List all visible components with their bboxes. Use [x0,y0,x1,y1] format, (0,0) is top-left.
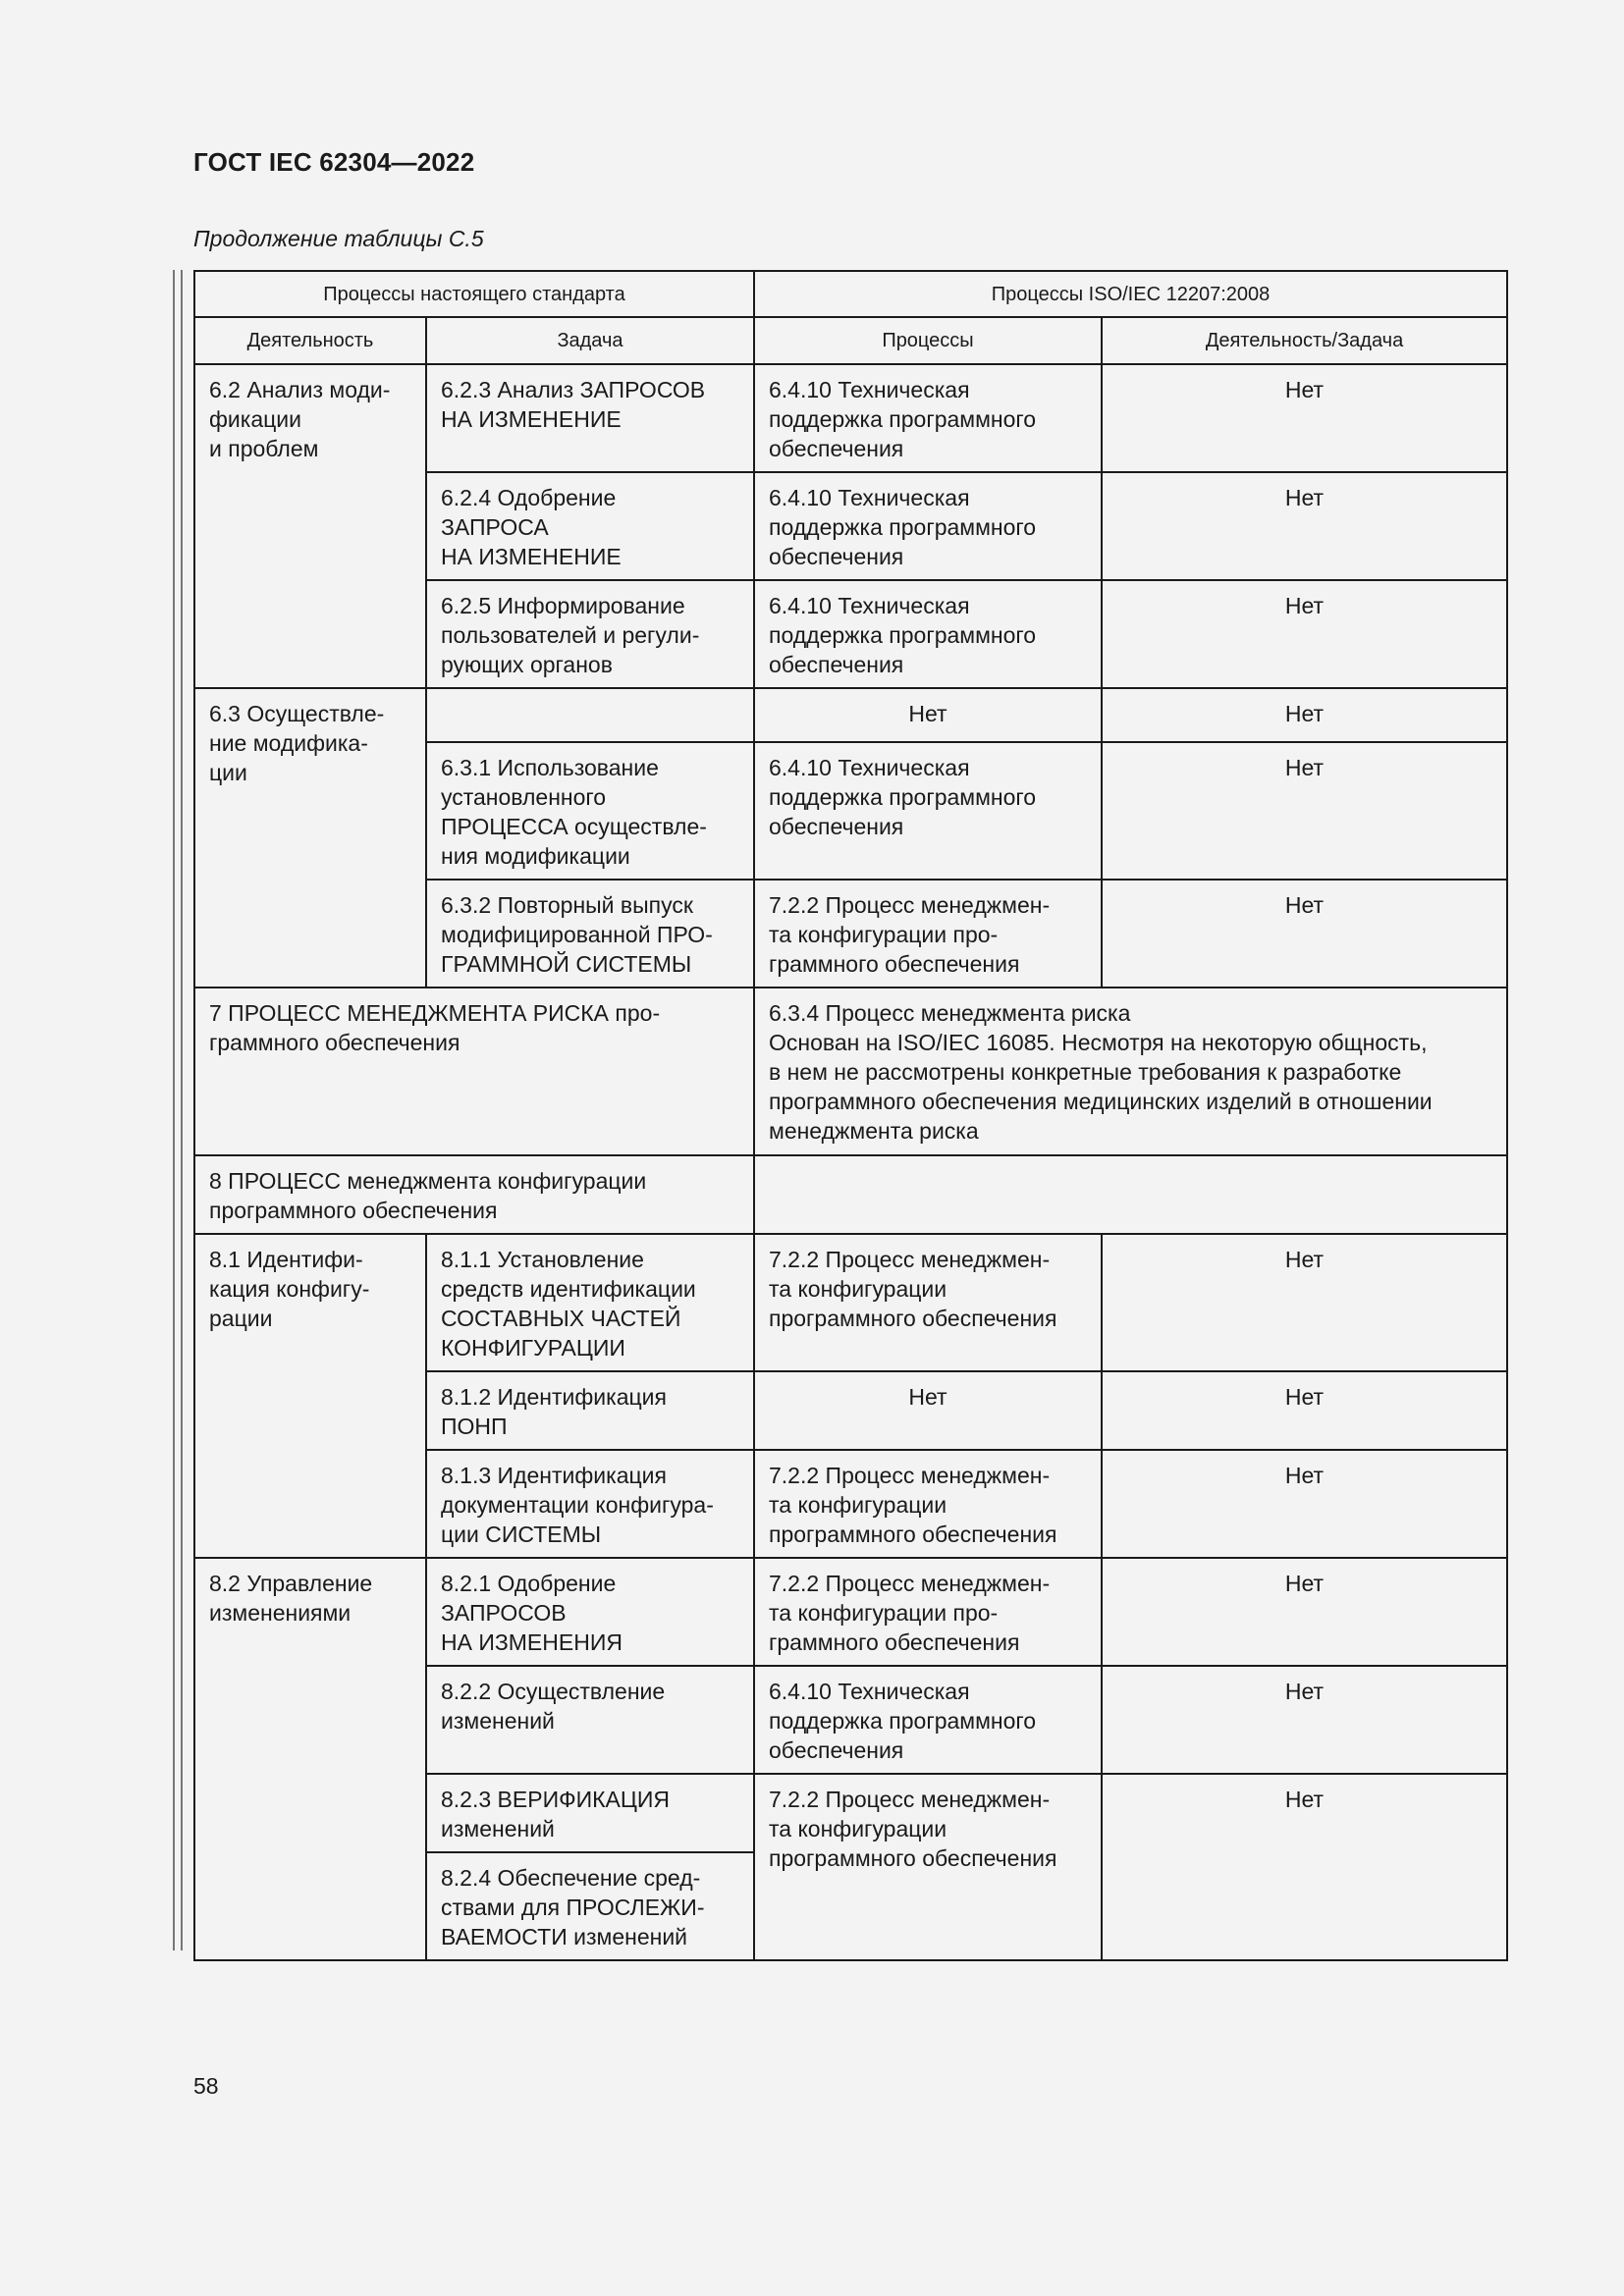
process-cell: 7.2.2 Процесс менеджмен- та конфигурации программного обеспечения [754,1774,1102,1960]
table-row [194,364,1507,472]
document-header: ГОСТ IEC 62304—2022 [193,147,475,177]
process-cell: 7.2.2 Процесс менеджмен- та конфигурации программного обеспечения [754,1234,1102,1371]
process-cell: 6.4.10 Техническая поддержка программного обеспечения [754,472,1102,580]
activity-cell: 6.2 Анализ моди- фикации и проблем [194,364,426,688]
table-caption: Продолжение таблицы С.5 [193,226,484,251]
activity-cell: 8.1 Идентифи- кация конфигу- рации [194,1234,426,1558]
section-cell-standard: 7 ПРОЦЕСС МЕНЕДЖМЕНТА РИСКА про- граммного обеспечения [194,988,754,1155]
process-cell: Нет [754,688,1102,742]
activity-task-cell: Нет [1102,1371,1507,1450]
activity-task-cell: Нет [1102,580,1507,688]
task-cell: 8.1.3 Идентификация документации конфигура- ции СИСТЕМЫ [426,1450,754,1558]
table-row [194,1155,1507,1234]
activity-task-cell: Нет [1102,1450,1507,1558]
activity-task-cell: Нет [1102,472,1507,580]
task-cell: 8.2.4 Обеспечение сред- ствами для ПРОСЛЕЖИ- ВАЕМОСТИ изменений [426,1852,754,1960]
activity-task-cell: Нет [1102,364,1507,472]
task-cell: 6.3.2 Повторный выпуск модифицированной ПРО- ГРАММНОЙ СИСТЕМЫ [426,880,754,988]
col-header-task: Задача [426,317,754,364]
task-cell: 6.2.5 Информирование пользователей и регули- рующих органов [426,580,754,688]
process-cell: 6.4.10 Техническая поддержка программного обеспечения [754,1666,1102,1774]
task-cell: 6.2.3 Анализ ЗАПРОСОВ НА ИЗМЕНЕНИЕ [426,364,754,472]
process-cell: 7.2.2 Процесс менеджмен- та конфигурации про- граммного обеспечения [754,880,1102,988]
activity-task-cell: Нет [1102,1234,1507,1371]
table-row [194,988,1507,1155]
section-cell-iso: 6.3.4 Процесс менеджмента риска Основан на ISO/IEC 16085. Несмотря на некоторую общность, в нем не рассмотрены конкретные требования к разработке программного обеспечения медицинских изделий в отношении менеджмента риска [754,988,1507,1155]
activity-task-cell: Нет [1102,1666,1507,1774]
task-cell: 8.1.1 Установление средств идентификации СОСТАВНЫХ ЧАСТЕЙ КОНФИГУРАЦИИ [426,1234,754,1371]
activity-task-cell: Нет [1102,1774,1507,1960]
mapping-table [193,270,1508,1961]
activity-task-cell: Нет [1102,688,1507,742]
section-cell-standard: 8 ПРОЦЕСС менеджмента конфигурации программного обеспечения [194,1155,754,1234]
group-header-standard: Процессы настоящего стандарта [194,271,754,317]
group-header-row [194,271,1507,317]
process-cell: Нет [754,1371,1102,1450]
activity-task-cell: Нет [1102,880,1507,988]
task-cell: 8.2.2 Осуществление изменений [426,1666,754,1774]
group-header-iso: Процессы ISO/IEC 12207:2008 [754,271,1507,317]
col-header-activity: Деятельность [194,317,426,364]
table-row [194,688,1507,742]
task-cell: 8.2.1 Одобрение ЗАПРОСОВ НА ИЗМЕНЕНИЯ [426,1558,754,1666]
column-header-row [194,317,1507,364]
activity-cell: 6.3 Осуществле- ние модифика- ции [194,688,426,988]
col-header-activity-task: Деятельность/Задача [1102,317,1507,364]
process-cell: 7.2.2 Процесс менеджмен- та конфигурации программного обеспечения [754,1450,1102,1558]
process-cell: 6.4.10 Техническая поддержка программного обеспечения [754,742,1102,880]
task-cell: 6.2.4 Одобрение ЗАПРОСА НА ИЗМЕНЕНИЕ [426,472,754,580]
col-header-processes: Процессы [754,317,1102,364]
page-number: 58 [193,2073,219,2099]
task-cell: 8.2.3 ВЕРИФИКАЦИЯ изменений [426,1774,754,1852]
table-row [194,1234,1507,1371]
margin-change-bars [173,270,183,1950]
activity-task-cell: Нет [1102,1558,1507,1666]
table-row [194,1558,1507,1666]
activity-task-cell: Нет [1102,742,1507,880]
task-cell: 6.3.1 Использование установленного ПРОЦЕССА осуществле- ния модификации [426,742,754,880]
process-cell: 7.2.2 Процесс менеджмен- та конфигурации про- граммного обеспечения [754,1558,1102,1666]
process-cell: 6.4.10 Техническая поддержка программного обеспечения [754,580,1102,688]
activity-cell: 8.2 Управление изменениями [194,1558,426,1960]
task-cell: 8.1.2 Идентификация ПОНП [426,1371,754,1450]
task-cell [426,688,754,742]
section-cell-iso [754,1155,1507,1234]
process-cell: 6.4.10 Техническая поддержка программного обеспечения [754,364,1102,472]
